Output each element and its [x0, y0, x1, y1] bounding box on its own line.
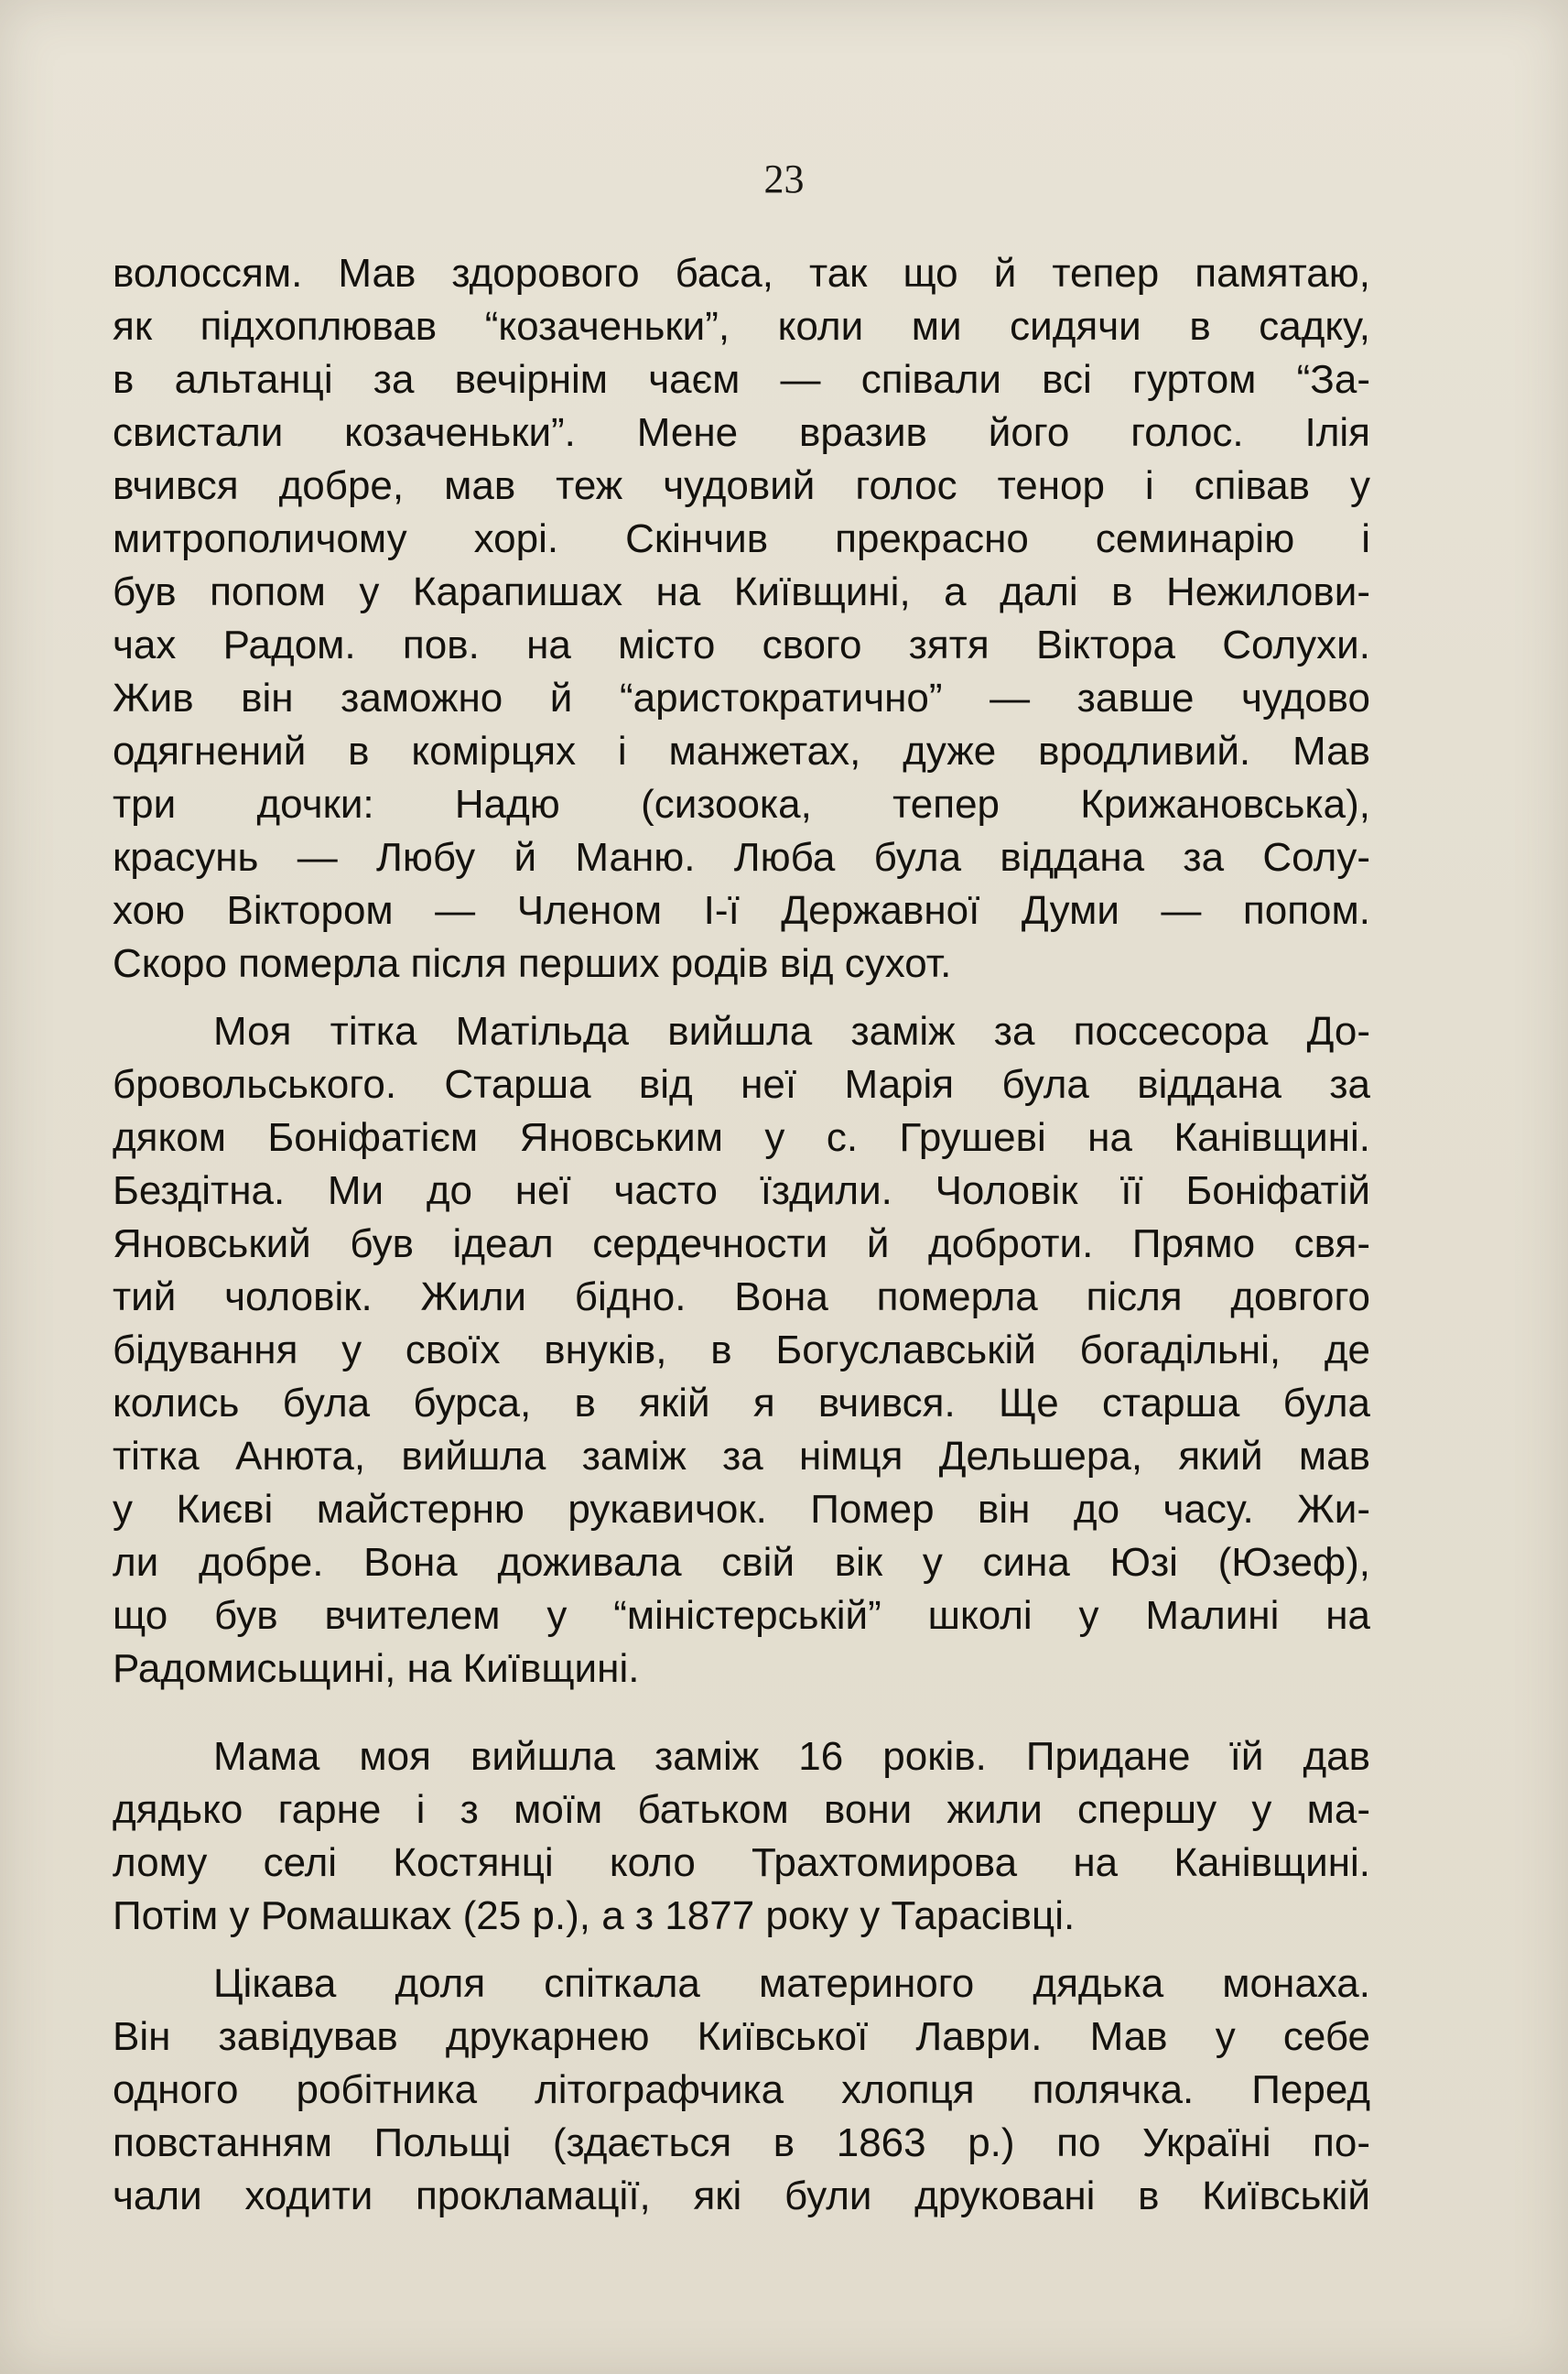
text-line: ли добре. Вона доживала свій вік у сина Юзі (Юзеф),	[113, 1540, 1370, 1585]
text-line: дяком Боніфатієм Яновським у с. Грушеві на Канівщині.	[113, 1115, 1370, 1160]
text-line: три дочки: Надю (сизоока, тепер Крижановська),	[113, 782, 1370, 827]
paragraph-1	[113, 247, 1370, 991]
paragraph-spacer	[113, 991, 1370, 1005]
text-line: Мама моя вийшла заміж 16 років. Придане їй дав	[213, 1734, 1370, 1779]
text-line: вчився добре, мав теж чудовий голос тенор і співав у	[113, 463, 1370, 508]
text-line: Бездітна. Ми до неї часто їздили. Чоловік її Боніфатій	[113, 1168, 1370, 1213]
text-line: тітка Анюта, вийшла заміж за німця Дельшера, який мав	[113, 1434, 1370, 1479]
text-line: Потім у Ромашках (25 р.), а з 1877 року у Тарасівці.	[113, 1893, 1076, 1938]
body-text	[113, 247, 1370, 2223]
paragraph-4	[113, 1957, 1370, 2223]
text-line: Скоро померла після перших родів від сухот.	[113, 941, 952, 986]
paragraph-spacer	[113, 1943, 1370, 1957]
text-line: в альтанці за вечірнім чаєм — співали всі гуртом “За-	[113, 357, 1370, 402]
paragraph-spacer	[113, 1696, 1370, 1730]
text-line: що був вчителем у “міністерській” школі у Малині на	[113, 1593, 1370, 1638]
text-line: волоссям. Мав здорового баса, так що й тепер памятаю,	[113, 251, 1370, 296]
text-line: був попом у Карапишах на Київщині, а далі в Нежилови-	[113, 569, 1370, 614]
text-line: у Києві майстерню рукавичок. Помер він до часу. Жи-	[113, 1487, 1370, 1532]
text-line: красунь — Любу й Маню. Люба була віддана за Солу-	[113, 835, 1370, 880]
text-line: хою Віктором — Членом І-ї Державної Думи — попом.	[113, 888, 1370, 933]
text-line: лому селі Костянці коло Трахтомирова на Канівщині.	[113, 1840, 1370, 1885]
page-number: 23	[763, 157, 805, 201]
text-line: Жив він заможно й “аристократично” — завше чудово	[113, 676, 1370, 721]
text-line: Яновський був ідеал сердечности й доброти. Прямо свя-	[113, 1221, 1370, 1266]
paragraph-3	[113, 1730, 1370, 1943]
text-line: дядько гарне і з моїм батьком вони жили спершу у ма-	[113, 1787, 1370, 1832]
text-line: Радомисьщині, на Київщині.	[113, 1646, 640, 1691]
text-line: колись була бурса, в якій я вчився. Ще старша була	[113, 1381, 1370, 1425]
text-line: бідування у своїх внуків, в Богуславській богадільні, де	[113, 1328, 1370, 1372]
paragraph-2	[113, 1005, 1370, 1696]
text-line: свистали козаченьки”. Мене вразив його голос. Ілія	[113, 410, 1370, 455]
text-line: бровольського. Старша від неї Марія була віддана за	[113, 1062, 1370, 1107]
text-line: митрополичому хорі. Скінчив прекрасно семинарію і	[113, 516, 1370, 561]
text-line: Він завідував друкарнею Київської Лаври. Мав у себе	[113, 2014, 1370, 2059]
text-line: одягнений в комірцях і манжетах, дуже вродливий. Мав	[113, 729, 1370, 774]
text-line: Цікава доля спіткала материного дядька монаха.	[213, 1961, 1370, 2006]
text-line: Моя тітка Матільда вийшла заміж за поссесора До-	[213, 1009, 1370, 1054]
text-line: тий чоловік. Жили бідно. Вона померла після довгого	[113, 1274, 1370, 1319]
text-line: як підхоплював “козаченьки”, коли ми сидячи в садку,	[113, 304, 1370, 349]
text-line: чах Радом. пов. на місто свого зятя Віктора Солухи.	[113, 623, 1370, 667]
text-line: повстанням Польщі (здається в 1863 р.) по Україні по-	[113, 2120, 1370, 2165]
text-line: одного робітника літографчика хлопця полячка. Перед	[113, 2067, 1370, 2112]
text-line: чали ходити прокламації, які були друковані в Київській	[113, 2173, 1370, 2218]
